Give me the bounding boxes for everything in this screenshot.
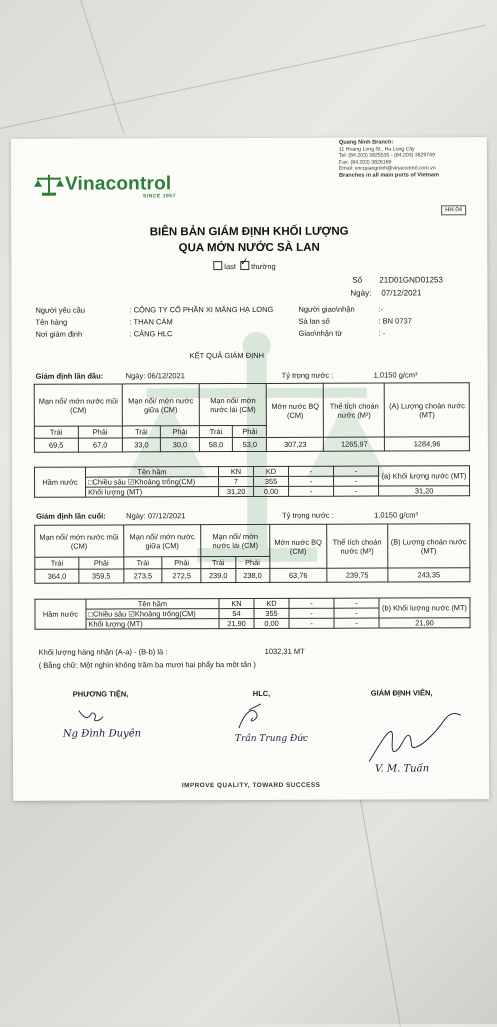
header-mid: Mạn nổi/ mớn nước giữa (CM) bbox=[122, 384, 199, 426]
slogan: IMPROVE QUALITY, TOWARD SUCCESS bbox=[181, 781, 321, 790]
tank-name-header: Tên hầm bbox=[86, 599, 219, 609]
col-left: Trái bbox=[34, 426, 78, 438]
kn-value: 54 bbox=[219, 608, 254, 618]
dash-cell: - bbox=[289, 608, 334, 618]
value-cell: 53,0 bbox=[233, 437, 267, 451]
result-title: KẾT QUẢ GIÁM ĐỊNH bbox=[189, 350, 265, 361]
tank-label: Hầm nước bbox=[34, 467, 85, 497]
dash-cell: - bbox=[334, 618, 379, 628]
kd-weight: 0,00 bbox=[254, 618, 289, 628]
kd-header: KD bbox=[254, 598, 289, 608]
header-mid: Mạn nổi/ mớn nước giữa (CM) bbox=[123, 525, 201, 557]
dash-cell: - bbox=[289, 476, 334, 486]
last-label: last bbox=[224, 262, 236, 272]
signer-hlc: HLC, bbox=[252, 688, 271, 698]
col-left: Trái bbox=[123, 557, 162, 569]
place-label: Nơi giám định bbox=[35, 329, 83, 339]
value-cell: 1265,97 bbox=[324, 437, 385, 451]
first-inspection-label: Giám định lần đầu: bbox=[35, 371, 104, 381]
branch-line: Tel: (84.203) 3825535 - (84.203) 3629749 bbox=[338, 152, 435, 159]
requester-label: Người yêu cầu bbox=[35, 305, 86, 315]
doc-date: 07/12/2021 bbox=[381, 288, 422, 298]
value-cell: 33,0 bbox=[122, 438, 160, 452]
last-draft-table bbox=[34, 523, 470, 584]
branch-address bbox=[339, 139, 439, 179]
dash-cell: - bbox=[334, 476, 379, 486]
dash-cell: - bbox=[334, 486, 379, 496]
value-cell: 58,0 bbox=[199, 438, 232, 452]
kn-header: KN bbox=[219, 598, 254, 608]
barge-label: Sà lan số bbox=[298, 316, 330, 326]
tank-mass-header: (a) Khối lượng nước (MT) bbox=[378, 466, 469, 486]
hlc-signer-name: Trần Trung Đức bbox=[234, 733, 309, 745]
kn-weight: 31,20 bbox=[219, 486, 254, 496]
requester-value: : CÔNG TY CỔ PHẦN XI MĂNG HẠ LONG bbox=[129, 304, 274, 315]
amount-in-words: ( Bằng chữ: Một nghìn không trăm ba mươi hai phẩy ba một tấn ) bbox=[38, 659, 256, 670]
date-label: Ngày: bbox=[350, 288, 372, 298]
scale-logo-icon bbox=[33, 173, 65, 197]
branch-line: 11 Hoang Long St., Ha Long City bbox=[338, 146, 415, 153]
value-cell: 273,5 bbox=[123, 569, 162, 583]
value-cell: 364,0 bbox=[35, 569, 79, 583]
value-cell: 272,5 bbox=[162, 569, 201, 583]
value-cell: 1284,96 bbox=[385, 437, 470, 451]
tank-label: Hầm nước bbox=[35, 599, 86, 629]
header-stern: Mạn nổi/ mớn nước lái (CM) bbox=[201, 524, 270, 556]
type-options bbox=[213, 261, 275, 271]
dash-cell: - bbox=[289, 618, 334, 628]
value-cell: 239,75 bbox=[327, 568, 388, 582]
branch-line: Branches in all main ports of Vietnam bbox=[338, 172, 439, 179]
floor-tile-line bbox=[360, 800, 401, 1027]
header-volume: Thể tích choán nước (M³) bbox=[324, 383, 385, 437]
value-cell: 30,0 bbox=[160, 438, 199, 452]
doc-number-label: Số bbox=[352, 275, 363, 285]
dash-cell: - bbox=[289, 486, 334, 496]
barge-value: : BN 0737 bbox=[378, 316, 412, 326]
signer-vessel: PHƯƠNG TIỆN, bbox=[72, 689, 129, 699]
depth-row-label: □Chiều sâu ☑Khoảng trống(CM) bbox=[86, 477, 219, 487]
hlc-signature bbox=[229, 700, 279, 734]
last-density: 1,0150 g/cm³ bbox=[374, 510, 418, 520]
col-right: Phải bbox=[235, 556, 269, 568]
branch-line: Fax: (84.203) 3826169 bbox=[338, 159, 392, 166]
header-avg: Mớn nước BQ (CM) bbox=[267, 383, 324, 437]
last-inspection-label: Giám định lần cuối: bbox=[36, 511, 106, 521]
shipper-label: Người giao\nhận bbox=[298, 304, 355, 314]
value-cell: 238,0 bbox=[235, 568, 269, 582]
total-value: 1032,31 MT bbox=[264, 646, 305, 656]
col-right: Phải bbox=[78, 426, 123, 438]
first-density-label: Tỷ trọng nước : bbox=[281, 370, 334, 380]
kn-weight: 21,90 bbox=[219, 618, 254, 628]
value-cell: 239,0 bbox=[201, 569, 235, 583]
doc-number: 21D01GND01253 bbox=[379, 275, 443, 285]
col-right: Phải bbox=[233, 425, 267, 437]
header-volume: Thể tích choán nước (M³) bbox=[327, 524, 388, 568]
logo-text: Vinacontrol bbox=[64, 173, 172, 195]
goods-value: : THAN CÁM bbox=[129, 317, 173, 327]
weight-row-label: Khối lượng (MT) bbox=[86, 487, 219, 497]
depth-row-label: □Chiều sâu ☑Khoảng trống(CM) bbox=[86, 609, 219, 619]
kd-value: 355 bbox=[254, 608, 289, 618]
dash-cell: - bbox=[334, 608, 379, 618]
value-cell: 67,0 bbox=[78, 438, 123, 452]
place-value: : CẢNG HLC bbox=[129, 329, 173, 339]
total-label: Khối lượng hàng nhận (A-a) - (B-b) là : bbox=[38, 647, 168, 657]
kd-header: KD bbox=[253, 466, 288, 476]
first-draft-table bbox=[34, 382, 470, 453]
col-left: Trái bbox=[35, 557, 79, 569]
kd-weight: 0,00 bbox=[254, 486, 289, 496]
tank-name-header: Tên hầm bbox=[85, 467, 218, 477]
dash-cell: - bbox=[333, 466, 378, 476]
signer-inspector: GIÁM ĐỊNH VIÊN, bbox=[370, 688, 433, 698]
col-left: Trái bbox=[201, 557, 235, 569]
kd-value: 355 bbox=[254, 476, 289, 486]
branch-line: Email: vncquangninh@vinacontrol.com.vn bbox=[338, 165, 436, 173]
floor-tile-line bbox=[80, 0, 124, 133]
kn-header: KN bbox=[218, 466, 253, 476]
title-line-2: QUA MỚN NƯỚC SÀ LAN bbox=[178, 241, 320, 255]
receiver-label: Giao\nhận từ bbox=[298, 328, 343, 338]
last-tank-table bbox=[34, 597, 470, 630]
last-density-label: Tỷ trọng nước : bbox=[282, 510, 334, 520]
header-mass: (A) Lượng choán nước (MT) bbox=[385, 383, 470, 437]
first-tank-table bbox=[34, 465, 470, 498]
tank-mass-value: 21,90 bbox=[379, 618, 470, 628]
value-cell: 307,23 bbox=[267, 437, 324, 451]
header-bow: Mạn nổi/ mớn nước mũi (CM) bbox=[35, 525, 124, 557]
value-cell: 359,5 bbox=[79, 569, 123, 583]
floor-tile-line bbox=[0, 25, 486, 129]
first-inspection-date: Ngày: 06/12/2021 bbox=[125, 371, 185, 381]
form-code: HH.04 bbox=[441, 205, 466, 215]
normal-label: thường bbox=[251, 261, 276, 271]
header-bow: Mạn nổi/ mớn nước mũi (CM) bbox=[34, 384, 122, 426]
header-stern: Mạn nổi/ mớn nước lái (CM) bbox=[199, 383, 267, 425]
col-right: Phải bbox=[162, 557, 201, 569]
col-left: Trái bbox=[199, 426, 232, 438]
dash-cell: - bbox=[288, 466, 333, 476]
last-inspection-date: Ngày: 07/12/2021 bbox=[126, 511, 186, 521]
value-cell: 63,76 bbox=[270, 568, 327, 582]
dash-cell: - bbox=[334, 598, 379, 608]
col-left: Trái bbox=[122, 426, 160, 438]
tank-mass-value: 31,20 bbox=[379, 486, 470, 496]
since-label: SINCE 1957 bbox=[143, 193, 176, 200]
branch-title: Quang Ninh Branch: bbox=[338, 139, 394, 146]
last-checkbox bbox=[213, 261, 222, 270]
receiver-value: : - bbox=[378, 328, 386, 338]
normal-checkbox bbox=[240, 261, 249, 270]
value-cell: 243,35 bbox=[388, 568, 470, 582]
weight-row-label: Khối lượng (MT) bbox=[86, 619, 219, 629]
shipper-value: :- bbox=[378, 304, 384, 314]
goods-label: Tên hàng bbox=[35, 317, 68, 327]
value-cell: 69,5 bbox=[34, 438, 78, 452]
col-right: Phải bbox=[160, 426, 199, 438]
vessel-signer-name: Ng Đình Duyên bbox=[62, 728, 142, 740]
dash-cell: - bbox=[289, 598, 334, 608]
tank-mass-header: (b) Khối lượng nước (MT) bbox=[379, 598, 470, 618]
header-mass: (B) Lượng choán nước (MT) bbox=[388, 524, 470, 568]
title-line-1: BIÊN BẢN GIÁM ĐỊNH KHỐI LƯỢNG bbox=[149, 225, 349, 239]
col-right: Phải bbox=[79, 557, 123, 569]
first-density: 1,0150 g/cm³ bbox=[373, 370, 418, 380]
kn-value: 7 bbox=[219, 476, 254, 486]
inspector-signer-name: V. M. Tuấn bbox=[375, 763, 430, 775]
header-avg: Mớn nước BQ (CM) bbox=[270, 524, 327, 568]
inspection-certificate bbox=[11, 137, 489, 801]
